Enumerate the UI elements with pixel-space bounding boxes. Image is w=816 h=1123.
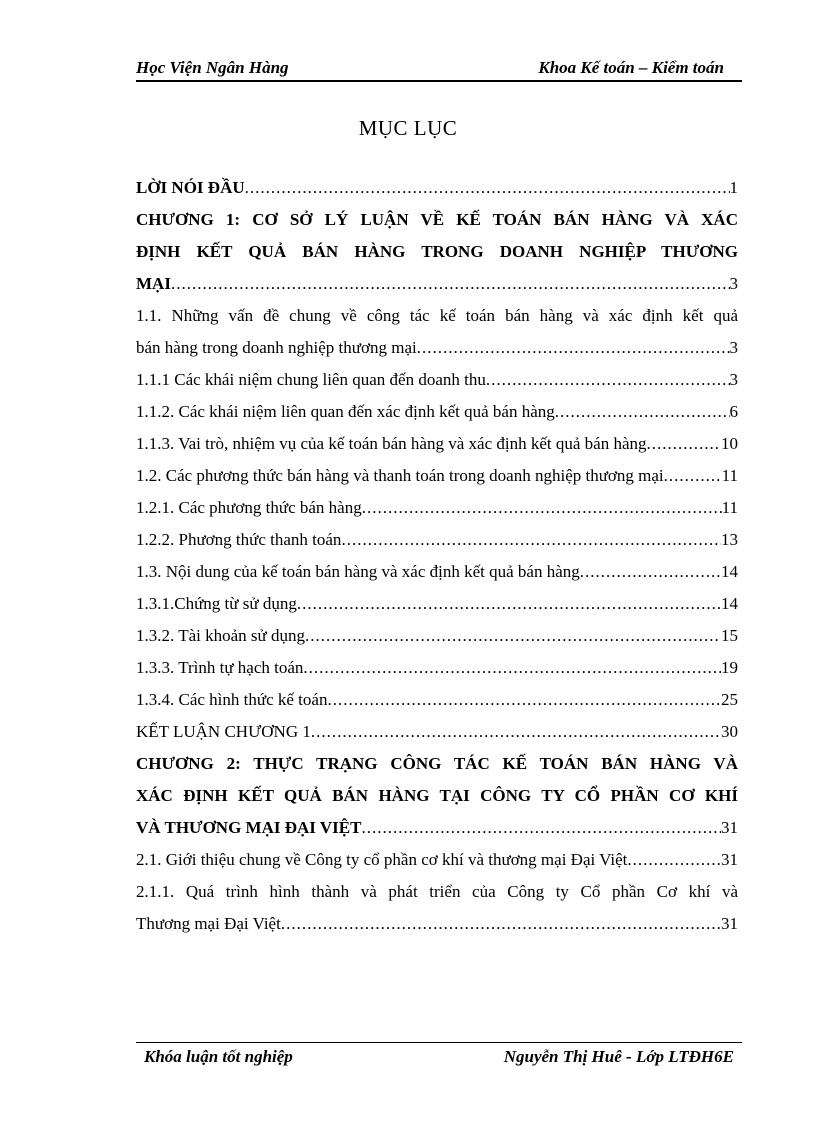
toc-page-number: 14 xyxy=(721,562,738,581)
toc-entry[interactable] xyxy=(136,428,738,460)
toc-entry-line: ĐỊNH KẾT QUẢ BÁN HÀNG TRONG DOANH NGHIỆP THƯƠNG xyxy=(136,242,738,261)
toc-entry[interactable] xyxy=(136,556,738,588)
toc-page-number: 6 xyxy=(729,402,738,421)
toc-entry-row xyxy=(136,332,738,364)
toc-page-number: 14 xyxy=(721,594,738,613)
toc-entry-row xyxy=(136,428,738,460)
toc-entry-title: 1.3.3. Trình tự hạch toán xyxy=(136,658,304,677)
toc-entry-row xyxy=(136,684,738,716)
toc-page-number: 31 xyxy=(721,914,738,933)
toc-page-number: 11 xyxy=(721,498,738,517)
toc-entry-title: VÀ THƯƠNG MẠI ĐẠI VIỆT xyxy=(136,818,362,837)
toc-entry-line: XÁC ĐỊNH KẾT QUẢ BÁN HÀNG TẠI CÔNG TY CỔ PHẦN CƠ KHÍ xyxy=(136,786,738,805)
toc-entry[interactable] xyxy=(136,364,738,396)
toc-page-number: 25 xyxy=(721,690,738,709)
toc-entry-row xyxy=(136,620,738,652)
toc-entry[interactable] xyxy=(136,716,738,748)
toc-leader-dots xyxy=(311,716,721,748)
toc-leader-dots xyxy=(171,268,730,300)
toc-entry[interactable] xyxy=(136,396,738,428)
toc-entry-row xyxy=(136,908,738,940)
toc-entry[interactable] xyxy=(136,300,738,364)
toc-entry-row xyxy=(136,524,738,556)
toc-entry[interactable] xyxy=(136,748,738,844)
table-of-contents xyxy=(136,172,738,940)
toc-entry-title: 1.2. Các phương thức bán hàng và thanh toán trong doanh nghiệp thương mại xyxy=(136,466,664,485)
toc-page-number: 11 xyxy=(721,466,738,485)
toc-entry-line: 1.1. Những vấn đề chung về công tác kế toán bán hàng và xác định kết quả xyxy=(136,306,738,325)
page-header xyxy=(136,58,742,82)
toc-entry-title: Thương mại Đại Việt xyxy=(136,914,281,933)
toc-entry-line: CHƯƠNG 2: THỰC TRẠNG CÔNG TÁC KẾ TOÁN BÁN HÀNG VÀ xyxy=(136,754,738,773)
toc-entry-title: 1.2.2. Phương thức thanh toán xyxy=(136,530,342,549)
header-institution: Học Viện Ngân Hàng xyxy=(136,58,289,77)
toc-entry[interactable] xyxy=(136,524,738,556)
toc-page-number: 31 xyxy=(721,850,738,869)
toc-leader-dots xyxy=(486,364,730,396)
toc-entry-title: 1.1.1 Các khái niệm chung liên quan đến doanh thu xyxy=(136,370,486,389)
toc-entry[interactable] xyxy=(136,620,738,652)
toc-entry-row xyxy=(136,716,738,748)
toc-leader-dots xyxy=(647,428,722,460)
toc-entry-title: 1.3.1.Chứng từ sử dụng xyxy=(136,594,297,613)
toc-page-number: 13 xyxy=(721,530,738,549)
toc-entry[interactable] xyxy=(136,172,738,204)
toc-leader-dots xyxy=(664,460,722,492)
toc-leader-dots xyxy=(627,844,721,876)
toc-leader-dots xyxy=(303,652,721,684)
toc-entry-title: KẾT LUẬN CHƯƠNG 1 xyxy=(136,722,311,741)
toc-leader-dots xyxy=(245,172,730,204)
toc-page-number: 3 xyxy=(729,338,738,357)
toc-page-number: 19 xyxy=(721,658,738,677)
toc-entry[interactable] xyxy=(136,492,738,524)
toc-entry-line: 2.1.1. Quá trình hình thành và phát triển của Công ty Cổ phần Cơ khí và xyxy=(136,882,738,901)
footer-author: Nguyễn Thị Huê - Lớp LTĐH6E xyxy=(503,1047,734,1066)
toc-page-number: 3 xyxy=(729,274,738,293)
toc-entry-title: 1.3.4. Các hình thức kế toán xyxy=(136,690,328,709)
toc-entry-title: 1.3. Nội dung của kế toán bán hàng và xác định kết quả bán hàng xyxy=(136,562,580,581)
toc-entry-row xyxy=(136,812,738,844)
toc-entry[interactable] xyxy=(136,588,738,620)
toc-leader-dots xyxy=(297,588,721,620)
toc-entry-row xyxy=(136,268,738,300)
page-footer xyxy=(136,1042,742,1069)
toc-entry-row xyxy=(136,172,738,204)
toc-leader-dots xyxy=(580,556,721,588)
toc-leader-dots xyxy=(327,684,721,716)
toc-entry-title: 1.3.2. Tài khoản sử dụng xyxy=(136,626,305,645)
toc-entry-row xyxy=(136,652,738,684)
toc-entry[interactable] xyxy=(136,204,738,300)
toc-entry-row xyxy=(136,556,738,588)
toc-entry-row xyxy=(136,396,738,428)
toc-leader-dots xyxy=(417,332,730,364)
toc-entry-title: LỜI NÓI ĐẦU xyxy=(136,178,245,197)
toc-page-number: 1 xyxy=(729,178,738,197)
toc-entry-row xyxy=(136,844,738,876)
toc-leader-dots xyxy=(305,620,721,652)
toc-leader-dots xyxy=(362,492,722,524)
toc-page-number: 30 xyxy=(721,722,738,741)
toc-entry[interactable] xyxy=(136,652,738,684)
toc-entry-title: 1.1.2. Các khái niệm liên quan đến xác định kết quả bán hàng xyxy=(136,402,555,421)
toc-entry-row xyxy=(136,492,738,524)
toc-entry-line: CHƯƠNG 1: CƠ SỞ LÝ LUẬN VỀ KẾ TOÁN BÁN HÀNG VÀ XÁC xyxy=(136,210,738,229)
toc-entry-title: 1.2.1. Các phương thức bán hàng xyxy=(136,498,362,517)
toc-entry[interactable] xyxy=(136,844,738,876)
toc-page-number: 31 xyxy=(721,818,738,837)
toc-page-number: 3 xyxy=(729,370,738,389)
toc-leader-dots xyxy=(281,908,721,940)
toc-entry-title: bán hàng trong doanh nghiệp thương mại xyxy=(136,338,417,357)
toc-entry[interactable] xyxy=(136,684,738,716)
toc-entry-row xyxy=(136,364,738,396)
toc-page-number: 15 xyxy=(721,626,738,645)
toc-entry[interactable] xyxy=(136,460,738,492)
toc-leader-dots xyxy=(555,396,730,428)
header-department: Khoa Kế toán – Kiểm toán xyxy=(538,58,724,77)
page-title: MỤC LỤC xyxy=(358,116,458,140)
toc-leader-dots xyxy=(361,812,721,844)
toc-entry-row xyxy=(136,588,738,620)
toc-leader-dots xyxy=(341,524,721,556)
toc-entry[interactable] xyxy=(136,876,738,940)
toc-page-number: 10 xyxy=(721,434,738,453)
toc-entry-row xyxy=(136,460,738,492)
toc-entry-title: 2.1. Giới thiệu chung về Công ty cổ phần cơ khí và thương mại Đại Việt xyxy=(136,850,628,869)
toc-entry-title: MẠI xyxy=(136,274,171,293)
footer-document-type: Khóa luận tốt nghiệp xyxy=(144,1047,293,1066)
toc-entry-title: 1.1.3. Vai trò, nhiệm vụ của kế toán bán hàng và xác định kết quả bán hàng xyxy=(136,434,647,453)
